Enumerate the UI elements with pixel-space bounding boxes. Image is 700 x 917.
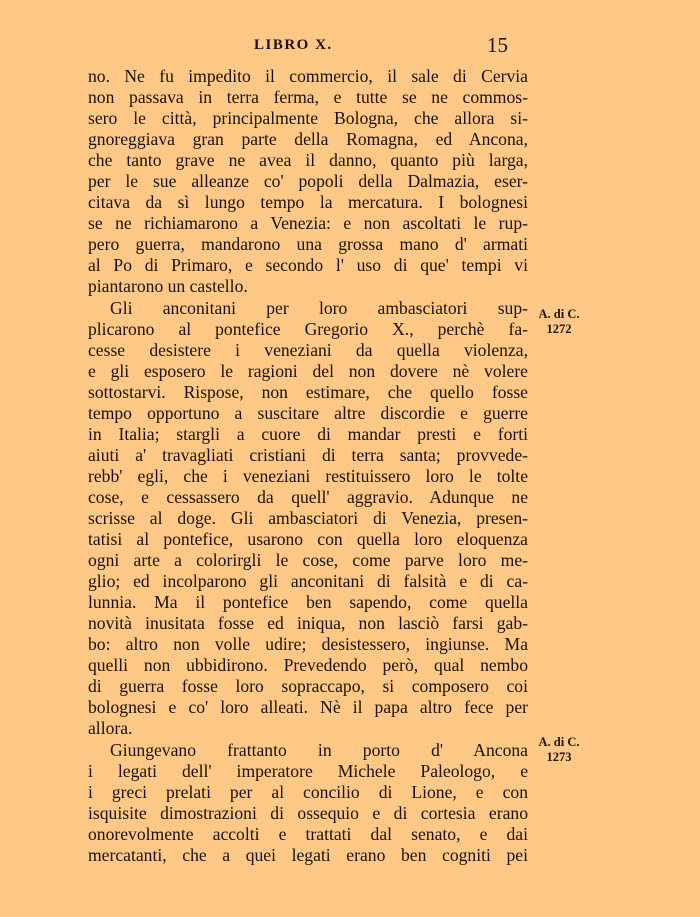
margin-note-year-value: 1272	[546, 322, 572, 336]
text-line: glio; ed incolparono gli anconitani di falsità e di ca-	[88, 571, 528, 592]
margin-note-year-value: 1273	[546, 750, 572, 764]
text-line: tatisi al pontefice, usarono con quella loro eloquenza	[88, 529, 528, 550]
text-line: onorevolmente accolti e trattati dal senato, e dai	[88, 823, 528, 844]
text-line: cose, e cessassero da quell' aggravio. Adunque ne	[88, 486, 528, 507]
text-line: sottostarvi. Rispose, non estimare, che quello fosse	[88, 381, 528, 402]
text-line: citava da sì lungo tempo la mercatura. I bolognesi	[88, 192, 528, 213]
text-line: non passava in terra ferma, e tutte se ne commos-	[88, 87, 528, 108]
text-line: Gli anconitani per loro ambasciatori sup-	[110, 297, 528, 318]
text-line: tempo opportuno a suscitare altre discordie e guerre	[88, 402, 528, 423]
running-title: LIBRO X.	[254, 37, 333, 53]
text-line: rebb' egli, che i veneziani restituissero loro le tolte	[88, 465, 528, 486]
text-line: novità inusitata fosse ed iniqua, non lasciò farsi gab-	[88, 613, 528, 634]
text-line: in Italia; stargli a cuore di mandar presti e forti	[88, 423, 528, 444]
text-line: plicarono al pontefice Gregorio X., perchè fa-	[88, 318, 528, 339]
text-line: quelli non ubbidirono. Prevedendo però, qual nembo	[88, 655, 528, 676]
text-line: i greci prelati per al concilio di Lione, e con	[88, 781, 528, 802]
text-line: piantarono un castello.	[88, 276, 248, 297]
margin-note-label: A. di C.	[538, 307, 580, 321]
margin-note-year	[525, 735, 593, 765]
text-line: se ne richiamarono a Venezia: e non ascoltati le rup-	[88, 213, 528, 234]
text-line: cesse desistere i veneziani da quella violenza,	[88, 339, 528, 360]
text-line: al Po di Primaro, e secondo l' uso di que' tempi vi	[88, 255, 528, 276]
text-line: no. Ne fu impedito il commercio, il sale di Cervia	[88, 66, 528, 86]
text-line: bolognesi e co' loro alleati. Nè il papa altro fece per	[88, 697, 528, 718]
text-line: pero guerra, mandarono una grossa mano d' armati	[88, 234, 528, 255]
page-header	[0, 33, 700, 59]
text-line: sero le città, principalmente Bologna, che allora si-	[88, 108, 528, 129]
text-line: aiuti a' travagliati cristiani di terra santa; provvede-	[88, 444, 528, 465]
text-line: lunnia. Ma il pontefice ben sapendo, come quella	[88, 592, 528, 613]
text-line: Giungevano frattanto in porto d' Ancona	[110, 739, 528, 760]
text-line: mercatanti, che a quei legati erano ben cogniti pei	[88, 844, 528, 865]
text-line: scrisse al doge. Gli ambasciatori di Venezia, presen-	[88, 507, 528, 528]
margin-note-year	[525, 307, 593, 337]
text-line: di guerra fosse loro sopraccapo, si composero coi	[88, 676, 528, 697]
text-line: e gli esposero le ragioni del non dovere nè volere	[88, 360, 528, 381]
text-line: allora.	[88, 718, 133, 739]
text-line: che tanto grave ne avea il danno, quanto più larga,	[88, 150, 528, 171]
text-line: isquisite dimostrazioni di ossequio e di cortesia erano	[88, 802, 528, 823]
text-line: i legati dell' imperatore Michele Paleologo, e	[88, 760, 528, 781]
text-line: ogni arte a colorirgli le cose, come parve loro me-	[88, 550, 528, 571]
text-line: bo: altro non volle udire; desistessero, ingiunse. Ma	[88, 634, 528, 655]
text-line: per le sue alleanze co' popoli della Dalmazia, eser-	[88, 171, 528, 192]
page-number: 15	[487, 33, 508, 57]
margin-note-label: A. di C.	[538, 735, 580, 749]
text-line: gnoreggiava gran parte della Romagna, ed Ancona,	[88, 129, 528, 150]
body-text	[88, 66, 528, 866]
